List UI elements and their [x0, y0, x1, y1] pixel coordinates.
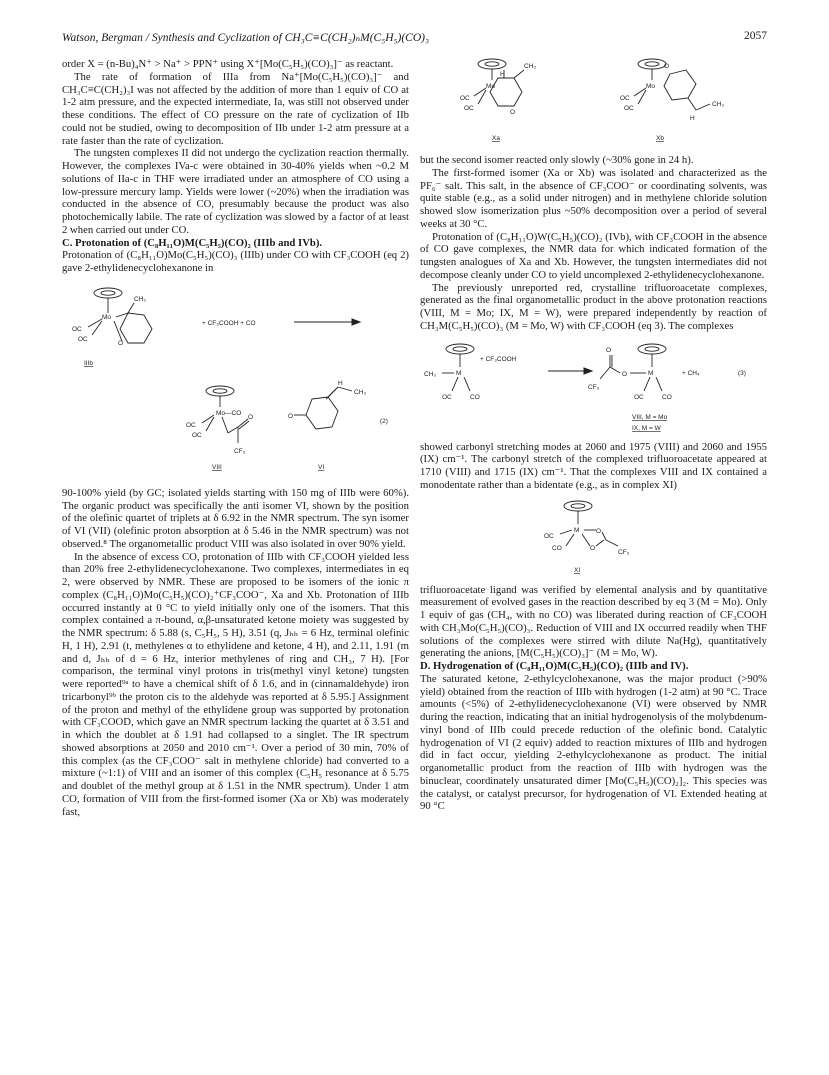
structure-xi: [420, 496, 767, 580]
h-label: H: [690, 115, 695, 122]
paragraph: Protonation of (C₈H₁₁O)Mo(C₅H₅)(CO)₃ (IIIb) under CO with CF₃COOH (eq 2) gave 2-ethylidenecyclohexanone in: [62, 249, 409, 274]
running-title: Watson, Bergman / Synthesis and Cyclization of CH₃C≡C(CH₂)ₙM(C₅H₅)(CO)₃: [62, 32, 429, 44]
oc-label: OC: [634, 393, 644, 401]
cf3-label: CF₃: [618, 548, 630, 556]
left-column: [62, 58, 409, 818]
oc-label: OC: [72, 325, 82, 333]
oxygen-label: O: [622, 370, 628, 378]
paragraph: The tungsten complexes II did not undergo the cyclization reaction thermally. However, the complexes IVa-c were obtained in 30-40% yields when ~0.2 M solutions of IIa-c in THF were irradiated under an atmosphere of CO using a low-pressure mercury lamp. Yields were lower (~20%) when the irradiation was conducted in the absence of CO, presumably because the product was also photochemically labile. The rate of cyclization was slowed by a factor of at least 2 when carried out under CO.: [62, 147, 409, 236]
oxygen-label: O: [510, 109, 516, 116]
paragraph: trifluoroacetate ligand was verified by elemental analysis and by quantitative measurement of evolved gases in the reaction described by eq 3 (M = Mo). Only 1 equiv of gas (CH₄, with no CO) was liberated during reaction of CF₃COOH with CH₃Mo(C₅H₅)(CO)₃. Reduction of VIII and IX occurred readily when THF solutions of the complexes were stirred with dilute Na(Hg), quantitatively generating the anions, [M(C₅H₅)(CO)₃]⁻ (M = Mo, W).: [420, 583, 767, 660]
oc-label: OC: [624, 105, 634, 112]
metal-label: Mo: [646, 83, 656, 90]
ch3-label: CH₃: [524, 63, 537, 70]
metal-label: M: [574, 526, 580, 534]
compound-label: IIIb: [84, 359, 94, 367]
oc-label: OC: [544, 532, 554, 540]
equation-number: (2): [380, 417, 388, 425]
equation-2-top: [62, 279, 409, 373]
compound-label: VIII, M = Mo: [632, 413, 668, 421]
paragraph: but the second isomer reacted only slowly (~30% gone in 24 h).: [420, 154, 694, 166]
oc-label: OC: [192, 431, 202, 439]
paragraph: In the absence of excess CO, protonation of IIIb with CF₃COOH yielded less than 20% free 2-ethylidenecyclohexanone. Two complexes, intermediates in eq 2, were observed by NMR. These are proposed to be isomers of the ionic π complex (C₈H₁₁O)Mo(C₅H₅)(CO)₂⁺CF₃COO⁻, Xa and Xb. Protonation of IIIb occurred instantly at 0 °C to yield initially only one of the isomers. That this complex contained a π-bound, α,β-unsaturated ketone moiety was suggested by the NMR spectrum: δ 5.88 (s, C₅H₅, 5 H), 3.51 (q, Jₕₕ = 6 Hz, terminal olefinic H, 1 H), 2.91 (t, methylenes α to ethylidene and ketone, 4 H), and 2.11, 1.91 (m and d, Jₕₕ of d = 6 Hz, interior methylenes of ring and CH₃, 7 H). [For comparison, the terminal vinyl protons in tris(methyl vinyl ketone) tungsten were reported⁹ᵃ to have a chemical shift of δ 1.6, and in (cinnamaldehyde) iron tricarbonyl⁹ᵇ the proton cis to the aldehyde was reported at δ 5.95.] Assignment of the proton and methyl of the ethylidene group was supported by protonation with CF₃COOD, which gave an NMR spectrum lacking the quartet at δ 3.51 and in which the doublet at δ 1.91 had collapsed to a singlet. The IR spectrum showed absorptions at 2050 and 2010 cm⁻¹. Over a period of 30 min, 70% of this complex (as the CF₃COO⁻ salt in methylene chloride) had converted to a mixture (~1:1) of VIII and an isomer of this complex (C₅H₅ resonance at δ 5.75 and doublet of the methyl group at δ 1.51 in the NMR spectrum). Under 1 atm CO, formation of VIII from the first-formed isomer (Xa or Xb) was moderately fast,: [62, 550, 409, 818]
metal-label: Mo: [102, 313, 112, 321]
compound-label: VIII: [212, 463, 222, 471]
compound-label: Xa: [492, 135, 500, 142]
compound-label: VI: [318, 463, 325, 471]
page-number: 2057: [744, 30, 767, 42]
running-header: [62, 30, 767, 48]
oc-label: OC: [442, 393, 452, 401]
cf3-label: CF₃: [588, 383, 600, 391]
co-label: CO: [662, 393, 672, 401]
right-column: [420, 58, 767, 813]
compound-label: XI: [574, 566, 581, 574]
oxygen-label: O: [596, 527, 602, 535]
metal-label: Mo: [486, 83, 496, 90]
paragraph: The saturated ketone, 2-ethylcyclohexanone, was the major product (>90% yield) obtained from the reaction of IIIb with hydrogen (1-2 atm) at 90 °C. Trace amounts (<5%) of 2-ethylidenecyclohexanone (VI) were observed by NMR during the reaction, indicating that an initial hydrogenolysis of the molybdenum-vinyl bond of IIIb could precede reduction of the olefinic bond. Catalytic hydrogenation of VI (2 equiv) added to reaction mixtures of IIIb and hydrogen did in fact occur, yielding 2-ethylcyclohexanone as product. The initial organometallic product from the reaction of IIIb with hydrogen was the binuclear, coordinately unsaturated dimer [Mo(C₅H₅)(CO)₂]₂. This species was the catalyst, or catalyst precursor, for hydrogenation of VI. Extended heating at 90 °C: [420, 672, 767, 813]
ch3-label: CH₃: [354, 388, 367, 396]
metal-label: M: [456, 369, 462, 377]
oxygen-label: O: [664, 63, 670, 70]
h-label: H: [500, 71, 505, 78]
section-heading: C. Protonation of (C₈H₁₁O)M(C₅H₅)(CO)₂ (IIIb and IVb).: [62, 236, 323, 249]
paragraph: The first-formed isomer (Xa or Xb) was isolated and characterized as the PF₆⁻ salt. This salt, in the absence of CF₃COO⁻ or coordinating solvents, was quite stable (e.g., as a solid under nitrogen) and in methylene chloride solution showed slow isomerization plus ~50% decomposition over a period of several weeks at 30 °C.: [420, 166, 767, 230]
oc-label: OC: [460, 95, 470, 102]
paragraph: Protonation of (C₈H₁₁O)W(C₅H₅)(CO)₂ (IVb), with CF₃COOH in the absence of CO gave complexes, the NMR data for which indicated formation of the tungsten analogues of Xa and Xb. However, the tungsten intermediates did not decompose cleanly under CO to yield uncomplexed 2-ethylidenecyclohexanone.: [420, 230, 767, 281]
metal-label: M: [648, 369, 654, 377]
oc-label: OC: [78, 335, 88, 343]
equation-2-bottom: [62, 377, 409, 483]
oxygen-label: O: [288, 412, 294, 420]
reagent-label: + CF₃COOH + CO: [202, 319, 256, 327]
structures-xa-xb: [420, 54, 767, 150]
cf3-label: CF₃: [234, 447, 246, 455]
ch3-label: CH₃: [134, 295, 147, 303]
oc-label: OC: [464, 105, 474, 112]
ch3-label: CH₃: [712, 101, 725, 108]
section-heading: D. Hydrogenation of (C₈H₁₁O)M(C₅H₅)(CO)₂ (IIIb and IV).: [420, 660, 689, 672]
h-label: H: [338, 379, 343, 387]
metal-label: Mo—CO: [216, 409, 242, 417]
paragraph: showed carbonyl stretching modes at 2060 and 1975 (VIII) and 2060 and 1955 (IX) cm⁻¹. The carbonyl stretch of the complexed trifluoroacetate appeared at 1710 (VIII) and 1715 (IX) cm⁻¹. That the complexes VIII and IX contained a monodentate rather than a bidentate (e.g., as in complex XI): [420, 440, 767, 491]
oc-label: OC: [620, 95, 630, 102]
equation-3: [420, 337, 767, 437]
oxygen-label: O: [118, 339, 124, 347]
paragraph: The rate of formation of IIIa from Na⁺[Mo(C₅H₅)(CO)₃]⁻ and CH₃C≡C(CH₂)₃I was not affected by the addition of more than 1 equiv of CO at 1-2 atm pressure, and the expected intermediate, Ia, was still not observed under these conditions. The effect of CO pressure on the rate of cyclization of IIb could not be studied, owing to decomposition of IIb under 1-2 atm pressure at a rate faster than the rate of cyclization.: [62, 70, 409, 147]
paragraph: order X = (n-Bu)₄N⁺ > Na⁺ > PPN⁺ using X⁺[Mo(C₅H₅)(CO)₃]⁻ as reactant.: [62, 58, 394, 70]
oxygen-label: O: [606, 346, 612, 354]
compound-label: Xb: [656, 135, 664, 142]
oc-label: OC: [186, 421, 196, 429]
equation-number: (3): [738, 369, 746, 377]
ch3-label: CH₃: [424, 370, 437, 378]
product-label: + CH₄: [682, 369, 700, 377]
co-label: CO: [552, 544, 562, 552]
oxygen-label: O: [590, 544, 596, 552]
oxygen-label: O: [248, 413, 254, 421]
co-label: CO: [470, 393, 480, 401]
paragraph: 90-100% yield (by GC; isolated yields starting with 150 mg of IIIb were 60%). The organic product was specifically the anti isomer VI, shown by the position of the olefinic quartet of triplets at δ 6.92 in the NMR spectrum. The syn isomer of VI (VII) (olefinic proton absorption at δ 5.46 in the NMR spectrum) was not observed.⁸ The organometallic product VIII was also isolated in over 90% yield.: [62, 486, 409, 550]
compound-label: IX, M = W: [632, 424, 661, 432]
reagent-label: + CF₃COOH: [480, 355, 517, 363]
paragraph: The previously unreported red, crystalline trifluoroacetate complexes, generated as the final organometallic product in the above protonation reactions (VIII, M = Mo; IX, M = W), were prepared independently by reaction of CH₃M(C₅H₅)(CO)₃ (M = Mo, W) with CF₃COOH (eq 3). The complexes: [420, 281, 767, 332]
